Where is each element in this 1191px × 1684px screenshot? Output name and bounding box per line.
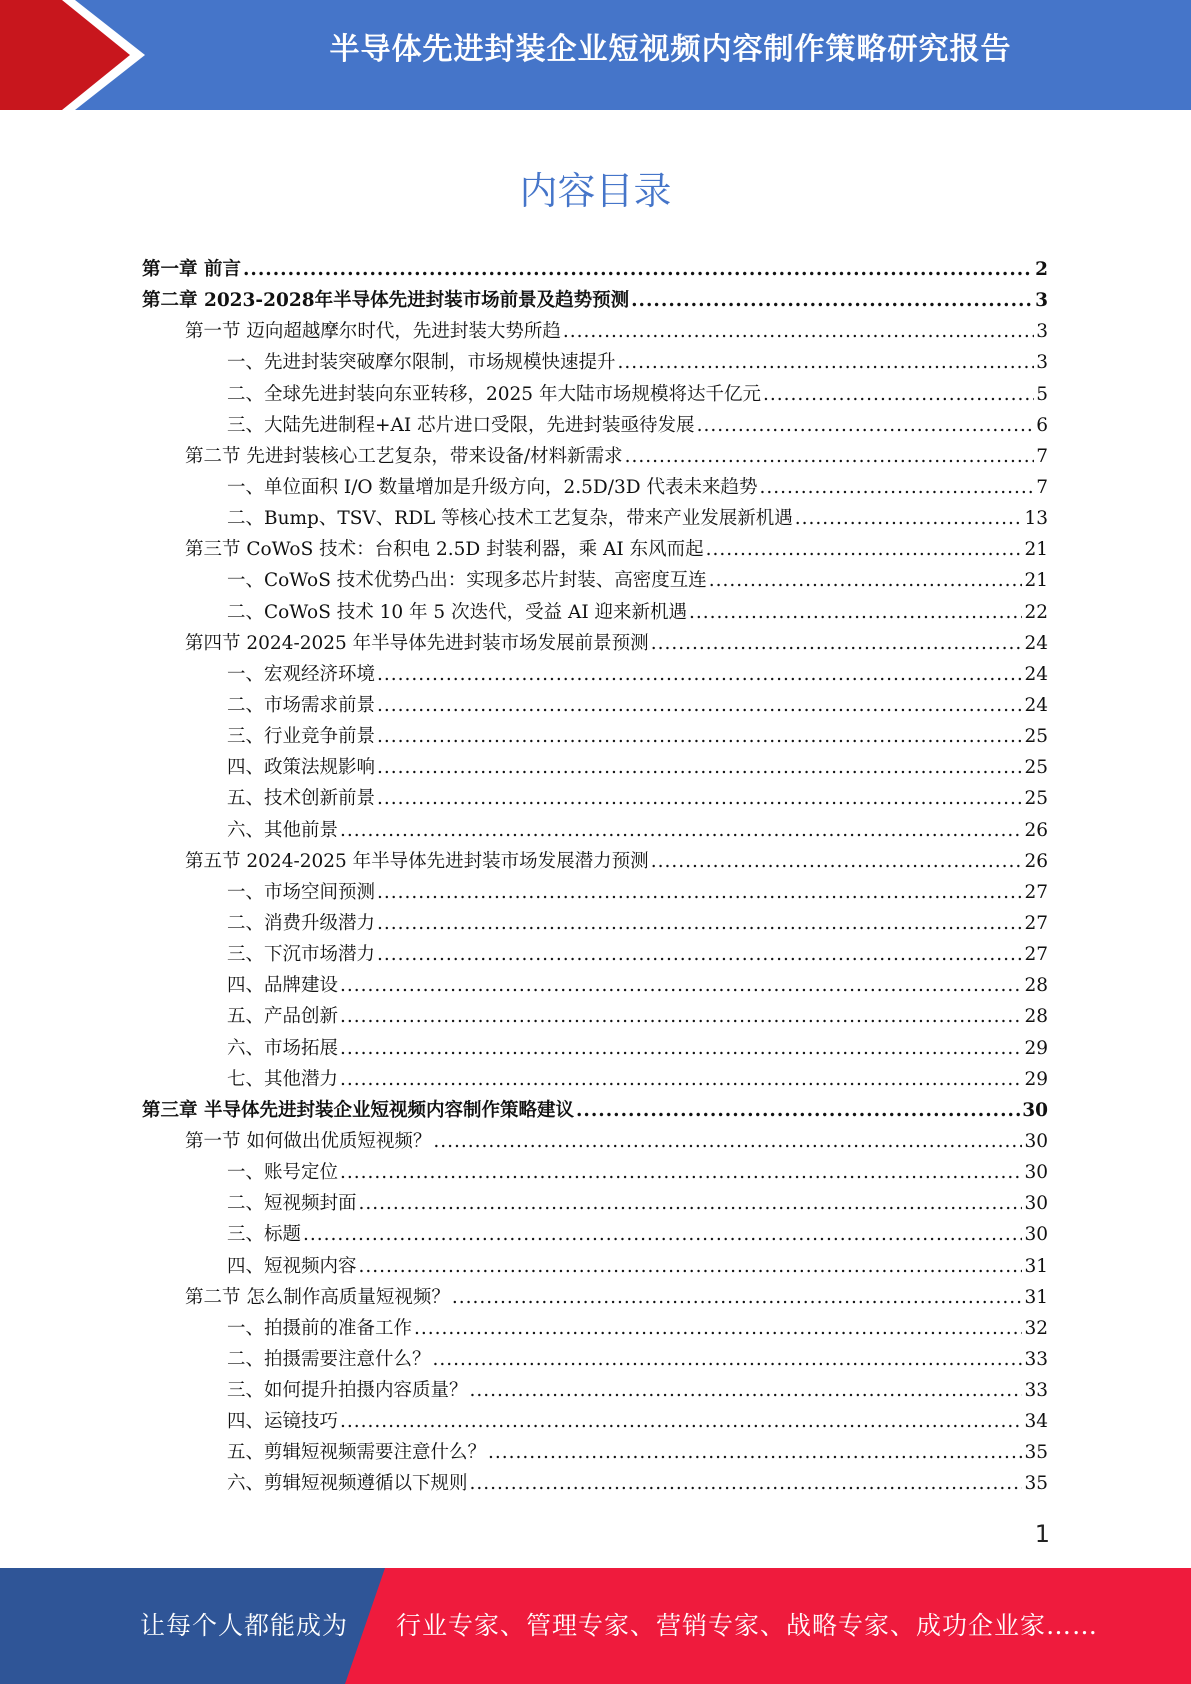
toc-entry[interactable] [142, 441, 1048, 472]
toc-entry-page: 5 [1036, 383, 1048, 405]
toc-entry[interactable] [142, 597, 1048, 628]
toc-entry[interactable] [142, 628, 1048, 659]
toc-leader-dots [433, 1126, 1022, 1157]
toc-entry-page: 3 [1036, 321, 1048, 343]
toc-entry[interactable] [142, 1095, 1048, 1126]
toc-leader-dots [303, 1219, 1022, 1250]
toc-entry[interactable] [142, 1126, 1048, 1157]
toc-entry-page: 21 [1024, 570, 1048, 592]
toc-entry[interactable] [142, 1064, 1048, 1095]
toc-entry[interactable] [142, 1437, 1048, 1468]
toc-entry-label: 二、市场需求前景 [227, 694, 376, 716]
toc-entry-label: 一、账号定位 [227, 1162, 339, 1184]
toc-leader-dots [625, 441, 1035, 472]
toc-entry[interactable] [142, 1251, 1048, 1282]
toc-entry-page: 34 [1024, 1411, 1048, 1433]
toc-entry[interactable] [142, 254, 1048, 285]
toc-entry-page: 7 [1036, 445, 1048, 467]
toc-entry[interactable] [142, 846, 1048, 877]
toc-entry-page: 32 [1024, 1317, 1048, 1339]
toc-heading: 内容目录 [519, 169, 672, 213]
toc-entry-page: 28 [1024, 975, 1048, 997]
toc-entry[interactable] [142, 690, 1048, 721]
toc-entry-label: 三、大陆先进制程+AI 芯片进口受限，先进封装亟待发展 [227, 414, 695, 436]
toc-entry-page: 33 [1024, 1380, 1048, 1402]
toc-leader-dots [795, 503, 1023, 534]
toc-entry-label: 第三节 CoWoS 技术：台积电 2.5D 封装利器，乘 AI 东风而起 [185, 539, 704, 561]
toc-leader-dots [377, 659, 1022, 690]
toc-entry[interactable] [142, 877, 1048, 908]
toc-entry[interactable] [142, 1282, 1048, 1313]
toc-leader-dots [618, 347, 1035, 378]
toc-entry-page: 27 [1024, 912, 1048, 934]
toc-leader-dots [377, 721, 1022, 752]
toc-entry-label: 三、行业竞争前景 [227, 726, 376, 748]
toc-leader-dots [759, 472, 1034, 503]
toc-entry[interactable] [142, 1468, 1048, 1499]
toc-entry-label: 四、政策法规影响 [227, 757, 376, 779]
toc-entry-label: 第一节 迈向超越摩尔时代，先进封装大势所趋 [185, 321, 561, 343]
toc-entry-label: 第二节 怎么制作高质量短视频？ [185, 1286, 450, 1308]
page-number: 1 [1034, 1520, 1050, 1548]
toc-entry-label: 三、如何提升拍摄内容质量？ [227, 1380, 468, 1402]
toc-entry-page: 31 [1024, 1286, 1048, 1308]
toc-entry[interactable] [142, 783, 1048, 814]
toc-entry-label: 五、剪辑短视频需要注意什么？ [227, 1442, 487, 1464]
toc-entry[interactable] [142, 316, 1048, 347]
toc-entry-label: 一、CoWoS 技术优势凸出：实现多芯片封装、高密度互连 [227, 570, 707, 592]
toc-entry-page: 35 [1024, 1442, 1048, 1464]
toc-entry-label: 四、短视频内容 [227, 1255, 357, 1277]
toc-entry-label: 一、单位面积 I/O 数量增加是升级方向，2.5D/3D 代表未来趋势 [227, 476, 758, 498]
toc-entry-label: 五、产品创新 [227, 1006, 339, 1028]
toc-entry[interactable] [142, 1344, 1048, 1375]
toc-entry-label: 五、技术创新前景 [227, 788, 376, 810]
toc-entry[interactable] [142, 1375, 1048, 1406]
toc-leader-dots [706, 534, 1023, 565]
toc-entry-page: 35 [1024, 1473, 1048, 1495]
toc-entry-page: 2 [1035, 259, 1048, 280]
toc-entry-page: 30 [1024, 1130, 1048, 1152]
toc-leader-dots [340, 1033, 1022, 1064]
toc-entry-label: 二、全球先进封装向东亚转移，2025 年大陆市场规模将达千亿元 [227, 383, 761, 405]
toc-entry-page: 30 [1024, 1193, 1048, 1215]
toc-entry-label: 六、其他前景 [227, 819, 339, 841]
toc-leader-dots [689, 597, 1022, 628]
toc-entry[interactable] [142, 1406, 1048, 1437]
toc-leader-dots [340, 1157, 1022, 1188]
toc-entry-page: 27 [1024, 944, 1048, 966]
toc-entry[interactable] [142, 815, 1048, 846]
toc-entry-page: 28 [1024, 1006, 1048, 1028]
toc-entry-page: 24 [1024, 632, 1048, 654]
toc-entry-page: 26 [1024, 850, 1048, 872]
toc-entry-label: 四、品牌建设 [227, 975, 339, 997]
toc-entry[interactable] [142, 939, 1048, 970]
toc-entry-label: 七、其他潜力 [227, 1068, 339, 1090]
toc-leader-dots [340, 1001, 1022, 1032]
toc-entry[interactable] [142, 1188, 1048, 1219]
toc-entry[interactable] [142, 410, 1048, 441]
toc-entry[interactable] [142, 534, 1048, 565]
toc-entry-page: 27 [1024, 881, 1048, 903]
toc-entry[interactable] [142, 565, 1048, 596]
toc-entry[interactable] [142, 752, 1048, 783]
report-title: 半导体先进封装企业短视频内容制作策略研究报告 [329, 32, 1012, 67]
toc-entry-page: 30 [1024, 1224, 1048, 1246]
header-banner [0, 0, 1191, 110]
toc-entry-page: 7 [1036, 476, 1048, 498]
toc-leader-dots [377, 783, 1022, 814]
toc-entry-page: 26 [1024, 819, 1048, 841]
toc-leader-dots [359, 1188, 1023, 1219]
footer-slogan-right: 行业专家、管理专家、营销专家、战略专家、成功企业家…… [396, 1611, 1099, 1640]
toc-leader-dots [359, 1251, 1023, 1282]
toc-entry-label: 二、消费升级潜力 [227, 912, 376, 934]
toc-entry-page: 30 [1024, 1162, 1048, 1184]
toc-leader-dots [340, 970, 1022, 1001]
toc-entry-page: 30 [1022, 1099, 1048, 1121]
table-of-contents [142, 254, 1048, 1500]
toc-leader-dots [340, 1064, 1022, 1095]
toc-entry[interactable] [142, 1033, 1048, 1064]
toc-entry-label: 第二章 2023-2028年半导体先进封装市场前景及趋势预测 [142, 290, 630, 312]
toc-entry-label: 二、短视频封面 [227, 1193, 357, 1215]
footer-banner [0, 1568, 1191, 1684]
toc-entry-page: 24 [1024, 663, 1048, 685]
toc-entry-page: 29 [1024, 1037, 1048, 1059]
toc-entry-label: 第五节 2024-2025 年半导体先进封装市场发展潜力预测 [185, 850, 649, 872]
toc-leader-dots [631, 285, 1033, 316]
toc-leader-dots [576, 1095, 1020, 1126]
toc-entry-page: 29 [1024, 1068, 1048, 1090]
toc-entry-label: 二、Bump、TSV、RDL 等核心技术工艺复杂，带来产业发展新机遇 [227, 508, 793, 530]
toc-entry-page: 25 [1024, 757, 1048, 779]
toc-entry-page: 22 [1024, 601, 1048, 623]
toc-entry[interactable] [142, 721, 1048, 752]
toc-leader-dots [377, 752, 1022, 783]
toc-leader-dots [470, 1375, 1023, 1406]
toc-leader-dots [414, 1313, 1022, 1344]
toc-entry-page: 25 [1024, 788, 1048, 810]
toc-entry[interactable] [142, 659, 1048, 690]
toc-entry-page: 3 [1036, 352, 1048, 374]
toc-leader-dots [377, 690, 1022, 721]
toc-leader-dots [433, 1344, 1023, 1375]
toc-entry-label: 一、先进封装突破摩尔限制，市场规模快速提升 [227, 352, 616, 374]
toc-leader-dots [377, 908, 1022, 939]
footer-slogan-left: 让每个人都能成为 [140, 1611, 349, 1640]
toc-entry-page: 24 [1024, 694, 1048, 716]
toc-entry[interactable] [142, 908, 1048, 939]
toc-entry[interactable] [142, 1219, 1048, 1250]
toc-leader-dots [340, 1406, 1022, 1437]
toc-leader-dots [651, 628, 1023, 659]
toc-leader-dots [763, 379, 1034, 410]
toc-entry[interactable] [142, 472, 1048, 503]
toc-leader-dots [452, 1282, 1023, 1313]
toc-entry[interactable] [142, 1157, 1048, 1188]
toc-leader-dots [709, 565, 1023, 596]
toc-leader-dots [243, 254, 1033, 285]
toc-entry-page: 13 [1024, 508, 1048, 530]
toc-entry-label: 第四节 2024-2025 年半导体先进封装市场发展前景预测 [185, 632, 649, 654]
toc-leader-dots [488, 1437, 1022, 1468]
toc-entry-page: 3 [1035, 290, 1048, 312]
toc-entry-label: 三、下沉市场潜力 [227, 944, 376, 966]
toc-leader-dots [651, 846, 1023, 877]
toc-entry-label: 第三章 半导体先进封装企业短视频内容制作策略建议 [142, 1099, 574, 1121]
toc-leader-dots [377, 877, 1022, 908]
toc-entry-label: 二、CoWoS 技术 10 年 5 次迭代，受益 AI 迎来新机遇 [227, 601, 688, 623]
toc-entry-label: 第一章 前言 [142, 259, 241, 280]
toc-entry-page: 21 [1024, 539, 1048, 561]
toc-entry[interactable] [142, 970, 1048, 1001]
toc-entry-label: 二、拍摄需要注意什么？ [227, 1348, 431, 1370]
toc-leader-dots [340, 815, 1022, 846]
toc-entry-label: 一、宏观经济环境 [227, 663, 376, 685]
toc-leader-dots [377, 939, 1022, 970]
toc-entry-page: 25 [1024, 726, 1048, 748]
toc-entry-label: 四、运镜技巧 [227, 1411, 339, 1433]
toc-entry-label: 三、标题 [227, 1224, 302, 1246]
toc-entry-label: 一、市场空间预测 [227, 881, 376, 903]
toc-entry-label: 六、市场拓展 [227, 1037, 339, 1059]
toc-entry-page: 31 [1024, 1255, 1048, 1277]
toc-leader-dots [697, 410, 1035, 441]
toc-entry[interactable] [142, 347, 1048, 378]
toc-leader-dots [563, 316, 1034, 347]
toc-entry[interactable] [142, 1313, 1048, 1344]
toc-entry[interactable] [142, 503, 1048, 534]
toc-entry-label: 一、拍摄前的准备工作 [227, 1317, 413, 1339]
toc-entry-label: 六、剪辑短视频遵循以下规则 [227, 1473, 468, 1495]
toc-entry[interactable] [142, 285, 1048, 316]
toc-entry-page: 33 [1024, 1348, 1048, 1370]
toc-entry[interactable] [142, 379, 1048, 410]
toc-entry-label: 第二节 先进封装核心工艺复杂，带来设备/材料新需求 [185, 445, 623, 467]
toc-leader-dots [470, 1468, 1023, 1499]
toc-entry[interactable] [142, 1001, 1048, 1032]
toc-entry-page: 6 [1036, 414, 1048, 436]
toc-entry-label: 第一节 如何做出优质短视频？ [185, 1130, 432, 1152]
